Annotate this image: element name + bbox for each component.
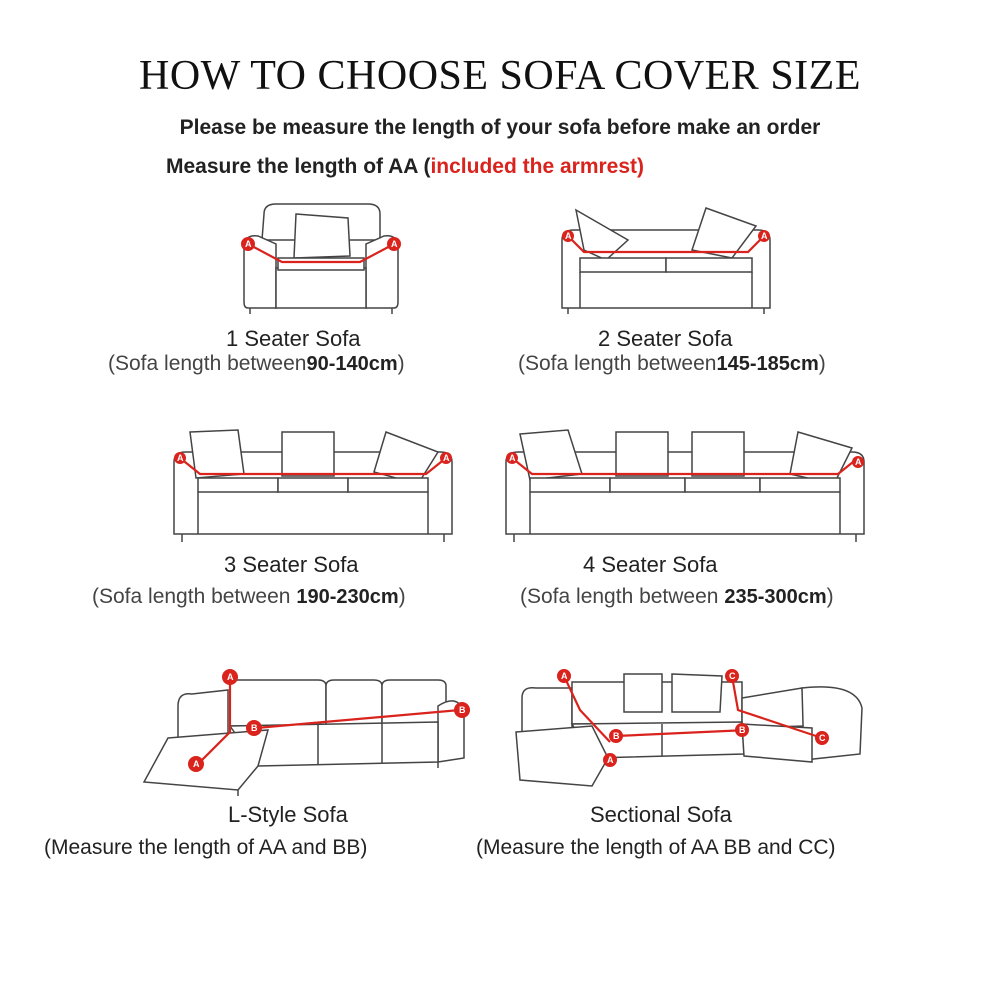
- marker-a-right: A: [443, 453, 450, 463]
- measure-prefix: Measure the length of AA (: [166, 155, 431, 178]
- sofa-label-4-seater: 4 Seater Sofa: [583, 552, 718, 577]
- marker-c-bottom: C: [819, 733, 826, 743]
- one-seater-sofa-drawing: [236, 200, 406, 322]
- measure-suffix: ): [637, 155, 645, 178]
- range-value: 145-185cm: [716, 353, 819, 375]
- range-suffix: ): [398, 585, 406, 608]
- sofa-label-3-seater: 3 Seater Sofa: [224, 552, 359, 577]
- sofa-range-3-seater: [92, 585, 406, 609]
- marker-a-left: A: [565, 231, 572, 241]
- marker-a-left: A: [245, 239, 252, 249]
- subtitle: Please be measure the length of your sofa before make an order: [179, 116, 821, 139]
- marker-b-right: B: [739, 725, 746, 735]
- three-seater-sofa-drawing: [168, 422, 458, 550]
- marker-a-bottom: A: [607, 755, 614, 765]
- measure-highlight: included the armrest: [430, 155, 638, 178]
- marker-a-left: A: [177, 453, 184, 463]
- l-style-sofa-drawing: [138, 666, 478, 796]
- four-seater-sofa-drawing: [500, 422, 870, 550]
- range-value: 235-300cm: [724, 586, 827, 608]
- marker-b-left: B: [251, 723, 258, 733]
- range-prefix: (Sofa length between: [108, 352, 307, 375]
- marker-b-right: B: [459, 705, 466, 715]
- marker-c-top: C: [729, 671, 736, 681]
- page-title: HOW TO CHOOSE SOFA COVER SIZE: [139, 53, 861, 99]
- range-value: 90-140cm: [306, 353, 398, 375]
- marker-b-left: B: [613, 731, 620, 741]
- range-suffix: ): [397, 352, 405, 375]
- sofa-note-l-style: (Measure the length of AA and BB): [44, 836, 368, 859]
- sofa-range-2-seater: [518, 352, 826, 376]
- two-seater-sofa-drawing: [556, 200, 776, 322]
- marker-a-right: A: [761, 231, 768, 241]
- sofa-range-1-seater: [108, 352, 405, 376]
- range-suffix: ): [826, 585, 834, 608]
- sofa-note-sectional: (Measure the length of AA BB and CC): [476, 836, 836, 859]
- sectional-sofa-drawing: [512, 668, 868, 796]
- sofa-label-1-seater: 1 Seater Sofa: [226, 326, 361, 351]
- range-value: 190-230cm: [296, 586, 399, 608]
- range-prefix: (Sofa length between: [92, 585, 291, 608]
- marker-a-right: A: [855, 457, 862, 467]
- marker-a-bottom: A: [193, 759, 200, 769]
- marker-a-top: A: [227, 672, 234, 682]
- sofa-label-2-seater: 2 Seater Sofa: [598, 326, 733, 351]
- marker-a-top: A: [561, 671, 568, 681]
- range-suffix: ): [818, 352, 826, 375]
- range-prefix: (Sofa length between: [518, 352, 717, 375]
- range-prefix: (Sofa length between: [520, 585, 719, 608]
- marker-a-right: A: [391, 239, 398, 249]
- measure-instruction: [166, 155, 644, 179]
- sofa-range-4-seater: [520, 585, 834, 609]
- sofa-label-sectional: Sectional Sofa: [590, 802, 732, 827]
- sofa-label-l-style: L-Style Sofa: [228, 802, 348, 827]
- marker-a-left: A: [509, 453, 516, 463]
